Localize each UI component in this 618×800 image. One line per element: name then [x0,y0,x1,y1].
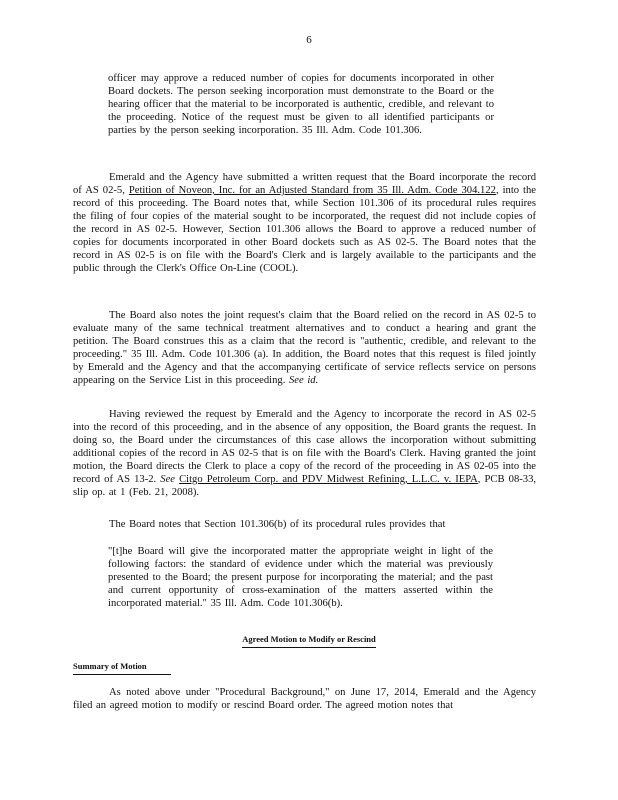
paragraph-grant [73,408,536,499]
citation-see: See [160,474,175,485]
case-citation-noveon: Petition of Noveon, Inc. for an Adjusted Standard from 35 Ill. Adm. Code 304.122 [128,185,496,196]
case-citation-citgo: Citgo Petroleum Corp. and PDV Midwest Refining, L.L.C. v. IEPA [179,474,478,485]
paragraph-text: Emerald and the Agency have submitted a written request that the Board incorporate the record of AS 02-5, [73,172,536,196]
block-quote [108,545,493,610]
paragraph-text: Having reviewed the request by Emerald and the Agency to incorporate the record in AS 02-5 into the record of this proceeding, and in the absence of any opposition, the Board grants the request. In doing so, the Board under the circumstances of this case allows the incorporation without submitting additional copies of the record in AS 02-5 that is on file with the Board's Clerk. Having granted the joint motion, the Board directs the Clerk to place a copy of the record of the proceeding in AS 02-05 into the record of AS 13-2. [73,409,536,485]
paragraph-text: , into the record of this proceeding. The Board notes that, while Section 101.306 of its procedural rules requires the filing of four copies of the material sought to be incorporated, the request did not include copies of the record in AS 02-5. However, Section 101.306 allows the Board to approve a reduced number of copies for documents incorporated in other Board dockets such as AS 02-5. The Board notes that the record in AS 02-5 is on file with the Board's Clerk and is largely available to the participants and the public through the Clerk's Office On-Line (COOL). [73,185,537,274]
quote-text: "[t]he Board will give the incorporated matter the appropriate weight in light of the following factors: the standard of evidence under which the material was previously presented to the Board; the present purpose for incorporating the material; and the past and current opportunity of cross-examination of the matters asserted within the incorporated material." 35 Ill. Adm. Code 101.306(b). [108,546,493,609]
page-number: 6 [306,34,312,46]
paragraph-joint-request [73,309,536,387]
paragraph-text: , PCB 08-33, slip op. at 1 (Feb. 21, 2008). [73,474,537,498]
citation-see-id: See id. [289,375,319,386]
section-heading [0,633,618,648]
paragraph-text: officer may approve a reduced number of copies for documents incorporated in other Board dockets. The person seeking incorporation must demonstrate to the Board or the hearing officer that the material to be incorporated is authentic, credible, and relevant to the proceeding. Notice of the request must be given to all identified participants or parties by the person seeking incorporation. 35 Ill. Adm. Code 101.306. [108,73,494,136]
subsection-heading-text: Summary of Motion [73,660,171,675]
paragraph-text: The Board also notes the joint request's claim that the Board relied on the record in AS 02-5 to evaluate many of the same technical treatment alternatives and to conduct a hearing and grant the petition. The Board construes this as a claim that the record is "authentic, credible, and relevant to the proceeding." 35 Ill. Adm. Code 101.306 (a). In addition, the Board notes that this request is filed jointly by Emerald and the Agency and that the accompanying certificate of service reflects service on persons appearing on the Service List in this proceeding. [73,310,536,386]
paragraph-section-note [73,518,536,531]
paragraph-incorporation-rule [108,72,494,137]
paragraph-request [73,171,536,275]
subsection-heading [73,660,171,675]
section-heading-text: Agreed Motion to Modify or Rescind [242,633,376,648]
paragraph-agreed-motion [73,686,536,712]
paragraph-text: The Board notes that Section 101.306(b) of its procedural rules provides that [109,519,446,530]
paragraph-text: As noted above under "Procedural Background," on June 17, 2014, Emerald and the Agency filed an agreed motion to modify or rescind Board order. The agreed motion notes that [73,687,536,711]
